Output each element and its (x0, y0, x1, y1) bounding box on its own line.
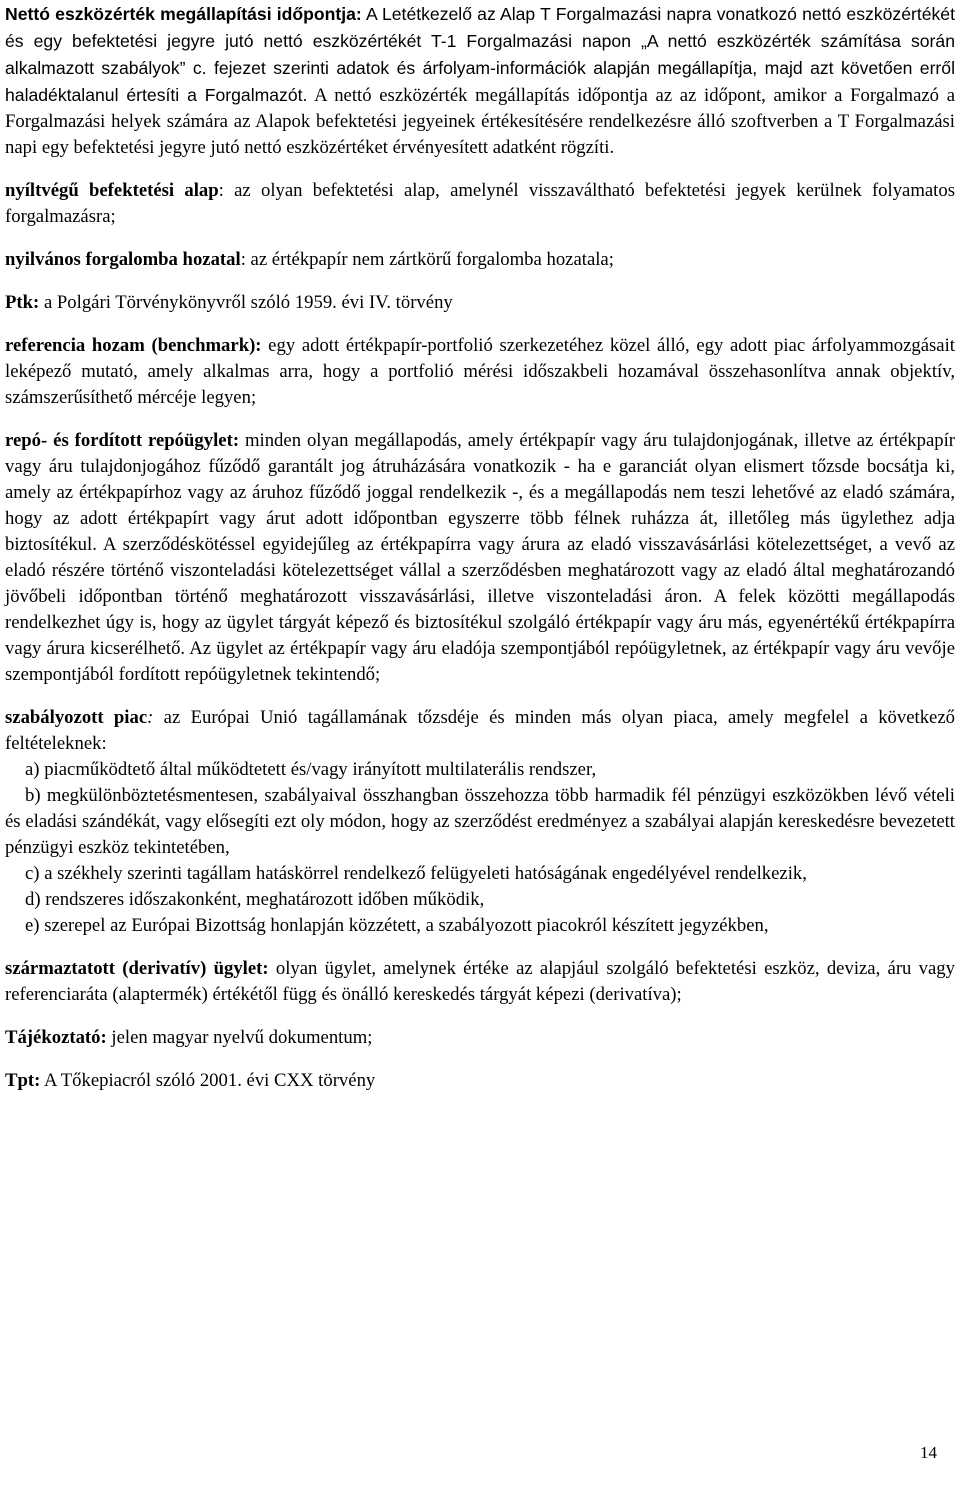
definition-szarmaztatott-ugylet (5, 956, 955, 1008)
definition-text: olyan ügylet, amelynek értéke az alapjául szolgáló befektetési eszköz, deviza, áru vagy referenciaráta (alaptermék) értékétől függ és önálló kereskedés tárgyát képezi (derivatíva); (5, 958, 955, 1005)
definition-term: referencia hozam (benchmark): (5, 335, 262, 356)
definition-tajekoztato (5, 1025, 955, 1051)
definition-ptk (5, 290, 955, 316)
definition-netto-eszkozertek (5, 1, 955, 161)
definition-text: a Polgári Törvénykönyvről szóló 1959. évi IV. törvény (39, 292, 453, 313)
definition-text: minden olyan megállapodás, amely értékpapír vagy áru tulajdonjogának, illetve az értékpapír vagy áru tulajdonjogához fűződő garantált jog átruházására vonatkozik - ha e garanciát olyan elismert tőzsde bocsátja ki, amely az értékpapírhoz vagy az áruhoz fűződő joggal rendelkezik -, és a megállapodás nem teszi lehetővé az eladó számára, hogy az adott értékpapírt vagy árut adott időpontban egyszerre több félnek ruházza át, illetőleg más ügylethez adja biztosítékul. A szerződéskötéssel egyidejűleg az értékpapírra vagy árura az eladó visszavásárlási kötelezettséget, a vevő az eladó részére történő viszonteladási kötelezettséget vállal a szerződésben meghatározott vagy az eladó által meghatározandó jövőbeli időpontban történő meghatározott visszavásárlási, illetve viszonteladási áron. A felek közötti megállapodás rendelkezhet úgy is, hogy az ügylet tárgyát képező és biztosítékul szolgáló értékpapír vagy áru más, egyenértékű értékpapírra vagy árura kicserélhető. Az ügylet az értékpapír vagy áru eladója szempontjából repóügyletnek, az értékpapír vagy áru vevője szempontjából fordított repóügyletnek tekintendő; (5, 430, 955, 685)
definition-text: : az olyan befektetési alap, amelynél visszaváltható befektetési jegyek kerülnek folyamatos forgalmazásra; (5, 180, 955, 227)
definition-term: szabályozott piac (5, 707, 148, 728)
definition-repougylet (5, 428, 955, 688)
definition-term: Nettó eszközérték megállapítási időpontja: (5, 4, 362, 24)
list-item: e) szerepel az Európai Bizottság honlapján közzétett, a szabályozott piacokról készített jegyzékben, (25, 915, 769, 936)
definition-term: Tájékoztató: (5, 1027, 107, 1048)
definition-term: nyilvános forgalomba hozatal (5, 249, 241, 270)
definition-text-continued: A nettó eszközérték megállapítás időpontja az az időpont, amikor a Forgalmazó a Forgalmazási helyek számára az Alapok befektetési jegyeinek értékesítésére rendelkezésre álló szoftverben a T Forgalmazási napi egy befektetési jegyre jutó nettó eszközértéket érvényesített adatként rögzíti. (5, 85, 955, 158)
definition-text: A Tőkepiacról szóló 2001. évi CXX törvény (40, 1070, 376, 1091)
definition-nyilvanos-forgalomba-hozatal (5, 247, 955, 273)
definition-term: származtatott (derivatív) ügylet: (5, 958, 269, 979)
list-item: a) piacműködtető által működtetett és/vagy irányított multilaterális rendszer, (25, 759, 597, 780)
definition-term: nyíltvégű befektetési alap (5, 180, 219, 201)
definition-colon: : (147, 707, 154, 728)
definition-intro (5, 705, 955, 757)
definition-text: jelen magyar nyelvű dokumentum; (106, 1027, 373, 1048)
definition-term: repó- és fordított repóügylet: (5, 430, 240, 451)
definition-nyiltvegu-alap (5, 178, 955, 230)
list-item: b) megkülönböztetésmentesen, szabályaival összhangban összehozza több harmadik fél pénzügyi eszközökben lévő vételi és eladási szándékát, vagy elősegíti ezt oly módon, hogy az szerződést eredményez a szabályai alapján kereskedésre bevezetett pénzügyi eszköz tekintetében, (5, 785, 955, 858)
definition-term: Ptk: (5, 292, 40, 313)
page-number: 14 (920, 1443, 937, 1462)
definition-text: az Európai Unió tagállamának tőzsdéje és minden más olyan piaca, amely megfelel a következő feltételeknek: (5, 707, 955, 754)
definition-referencia-hozam (5, 333, 955, 411)
definition-tpt (5, 1068, 955, 1094)
list-item: d) rendszeres időszakonként, meghatározott időben működik, (25, 889, 485, 910)
definition-text: egy adott értékpapír-portfolió szerkezetéhez közel álló, egy adott piac árfolyammozgásait leképező mutató, amely alkalmas arra, hogy a portfolió mérési időszakbeli hozamával összehasonlítva annak objektív, számszerűsíthető mércéje legyen; (5, 335, 955, 408)
list-item: c) a székhely szerinti tagállam hatáskörrel rendelkező felügyeleti hatóságának engedélyével rendelkezik, (25, 863, 807, 884)
definition-text: : az értékpapír nem zártkörű forgalomba hozatala; (240, 249, 614, 270)
definition-text: A Letétkezelő az Alap T Forgalmazási napra vonatkozó nettó eszközértékét és egy befektetési jegyre jutó nettó eszközértékét T-1 Forgalmazási napon „A nettó eszközérték számítása során alkalmazott szabályok” c. fejezet szerinti adatok és árfolyam-információk alapján megállapítja, majd azt követően erről haladéktalanul értesíti a Forgalmazót. (5, 4, 955, 105)
definition-szabalyozott-piac (5, 705, 955, 939)
definition-term: Tpt: (5, 1070, 41, 1091)
